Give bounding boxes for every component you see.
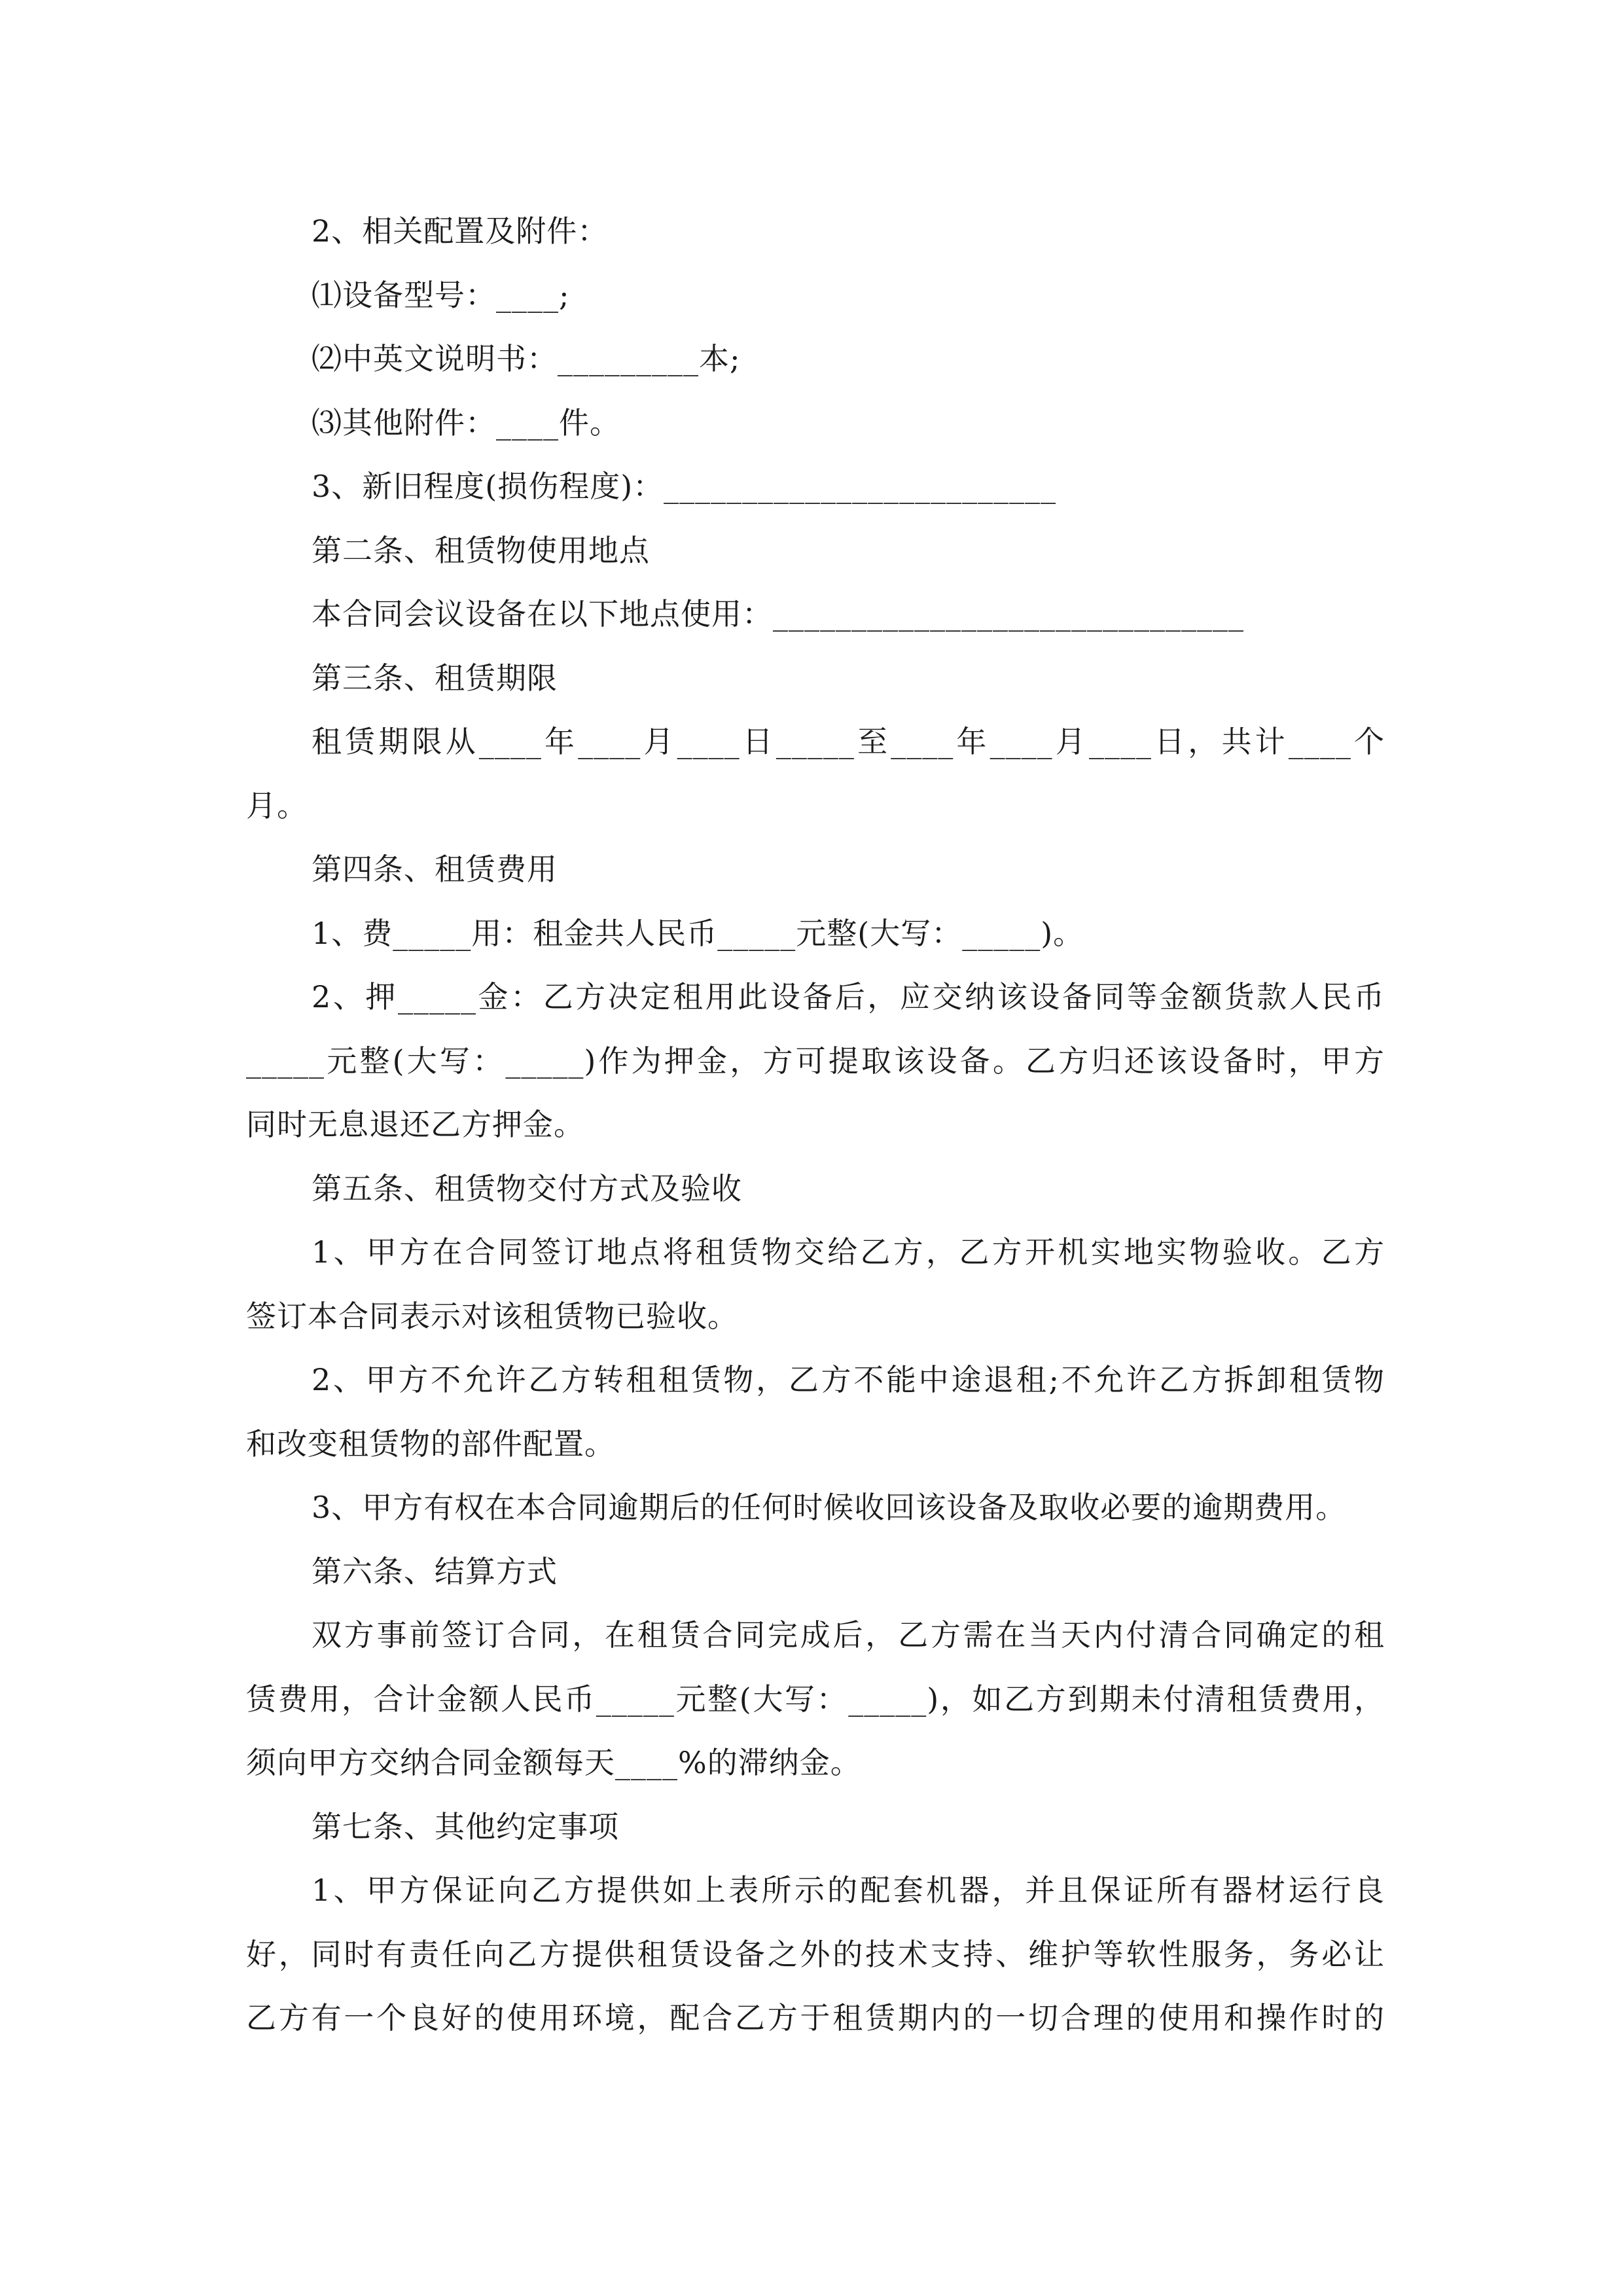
section-heading: 第七条、其他约定事项 xyxy=(312,1808,619,1844)
text-line: 2、押_____金：乙方决定租用此设备后，应交纳该设备同等金额货款人民币 xyxy=(312,979,1385,1014)
section-heading: 第三条、租赁期限 xyxy=(312,660,558,696)
text-line: 1、甲方保证向乙方提供如上表所示的配套机器，并且保证所有器材运行良 xyxy=(312,1873,1385,1908)
text-line: 乙方有一个良好的使用环境，配合乙方于租赁期内的一切合理的使用和操作时的 xyxy=(246,2000,1385,2036)
text-line: 本合同会议设备在以下地点使用：______________________________ xyxy=(312,596,1244,632)
section-heading: 第四条、租赁费用 xyxy=(312,852,558,887)
text-line: ⑴设备型号：____; xyxy=(312,277,570,313)
text-line: 须向甲方交纳合同金额每天____%的滞纳金。 xyxy=(246,1745,861,1780)
text-line: _____元整(大写：_____)作为押金，方可提取该设备。乙方归还该设备时，甲方 xyxy=(246,1043,1385,1079)
text-line: 租赁期限从____年____月____日_____至____年____月____日，共计____个 xyxy=(312,724,1385,759)
text-line: 1、甲方在合同签订地点将租赁物交给乙方，乙方开机实地实物验收。乙方 xyxy=(312,1234,1385,1270)
text-line: 双方事前签订合同，在租赁合同完成后，乙方需在当天内付清合同确定的租 xyxy=(312,1617,1385,1653)
text-line: 月。 xyxy=(246,787,308,823)
text-line: 3、新旧程度(损伤程度)：_________________________ xyxy=(312,469,1057,504)
text-line: 和改变租赁物的部件配置。 xyxy=(246,1426,615,1462)
text-line: 赁费用，合计金额人民币_____元整(大写：_____)，如乙方到期未付清租赁费用， xyxy=(246,1681,1385,1717)
text-line: 签订本合同表示对该租赁物已验收。 xyxy=(246,1298,738,1334)
text-line: ⑶其他附件：____件。 xyxy=(312,404,620,440)
section-heading: 第二条、租赁物使用地点 xyxy=(312,532,650,568)
text-line: 同时无息退还乙方押金。 xyxy=(246,1107,584,1142)
document-body xyxy=(246,200,1385,2051)
text-line: ⑵中英文说明书：_________本; xyxy=(312,341,741,376)
section-heading: 第五条、租赁物交付方式及验收 xyxy=(312,1170,742,1206)
text-line: 2、相关配置及附件： xyxy=(312,213,609,249)
text-line: 1、费_____用：租金共人民币_____元整(大写：_____)。 xyxy=(312,915,1084,951)
section-heading: 第六条、结算方式 xyxy=(312,1553,558,1589)
text-line: 2、甲方不允许乙方转租租赁物，乙方不能中途退租;不允许乙方拆卸租赁物 xyxy=(312,1362,1385,1397)
text-line: 好，同时有责任向乙方提供租赁设备之外的技术支持、维护等软性服务，务必让 xyxy=(246,1936,1385,1972)
text-line: 3、甲方有权在本合同逾期后的任何时候收回该设备及取收必要的逾期费用。 xyxy=(312,1490,1347,1525)
